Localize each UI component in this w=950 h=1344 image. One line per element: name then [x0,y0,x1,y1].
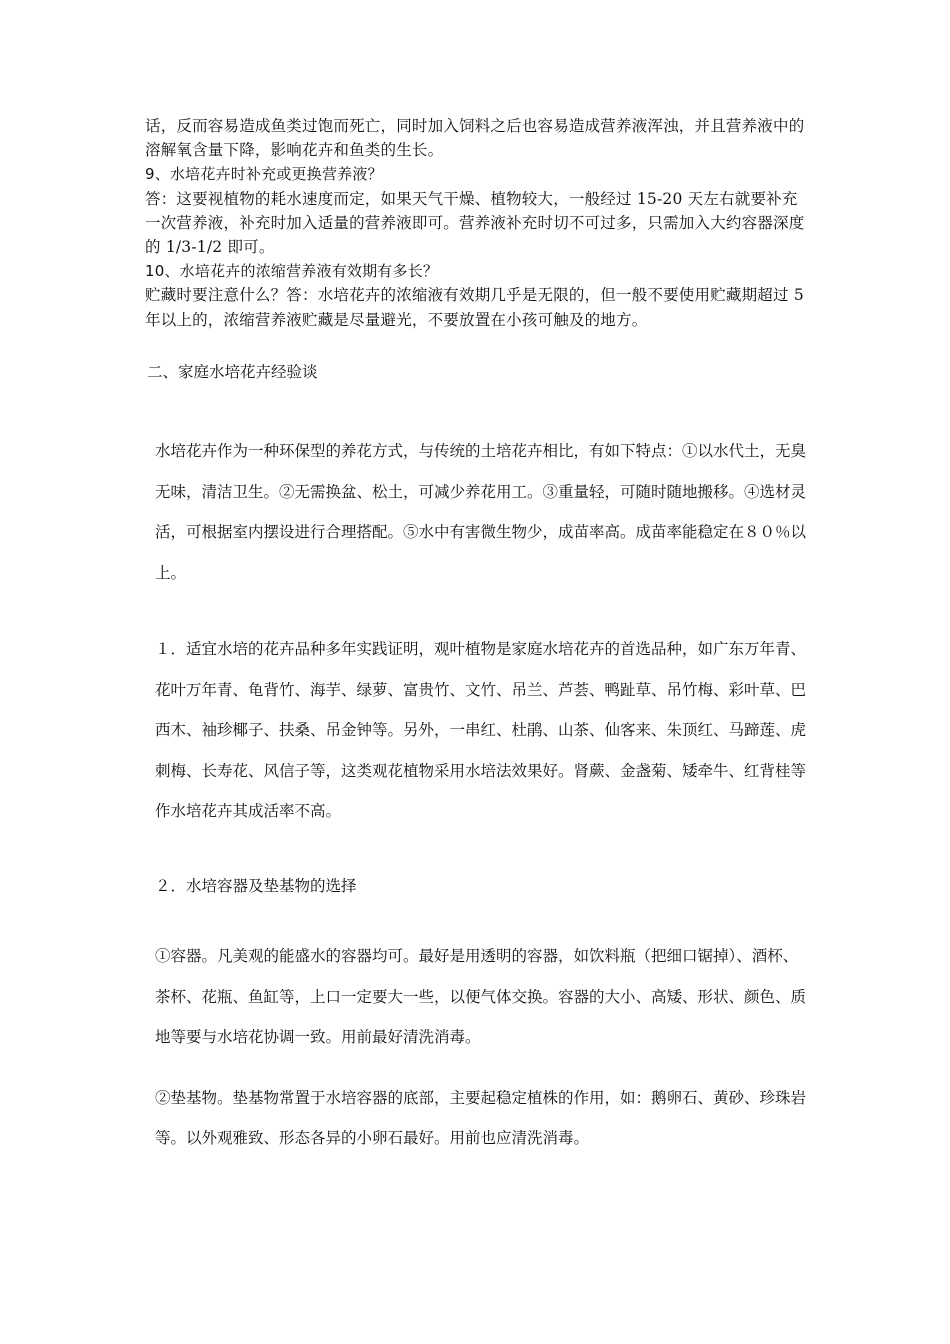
question-9: 9、水培花卉时补充或更换营养液？ [145,165,383,184]
answer-10: 贮藏时要注意什么？答：水培花卉的浓缩液有效期几乎是无限的，但一般不要使用贮藏期超过 5 年以上的，浓缩营养液贮藏是尽量避光，不要放置在小孩可触及的地方。 [145,286,804,329]
section-heading: 二、家庭水培花卉经验谈 [147,363,318,381]
container-subheading: ２．水培容器及垫基物的选择 [155,876,357,895]
container-paragraph: ①容器。凡美观的能盛水的容器均可。最好是用透明的容器，如饮料瓶（把细口锯掉）、酒杯、茶杯、花瓶、鱼缸等，上口一定要大一些，以便气体交换。容器的大小、高矮、形状、颜色、质地等要与水培花协调一致。用前最好清洗消毒。 [155,947,807,1046]
qa-section [145,114,813,332]
species-paragraph: １．适宜水培的花卉品种多年实践证明，观叶植物是家庭水培花卉的首选品种，如广东万年青、花叶万年青、龟背竹、海芋、绿萝、富贵竹、文竹、吊兰、芦荟、鸭趾草、吊竹梅、彩叶草、巴西木、袖珍椰子、扶桑、吊金钟等。另外，一串红、杜鹃、山茶、仙客来、朱顶红、马蹄莲、虎刺梅、长寿花、风信子等，这类观花植物采用水培法效果好。肾蕨、金盏菊、矮牵牛、红背桂等作水培花卉其成活率不高。 [155,640,807,820]
previous-answer-continuation: 话，反而容易造成鱼类过饱而死亡，同时加入饲料之后也容易造成营养液浑浊，并且营养液中的溶解氧含量下降，影响花卉和鱼类的生长。 [145,117,805,160]
question-10: 10、水培花卉的浓缩营养液有效期有多长？ [145,262,439,281]
experience-section [145,360,813,1159]
substrate-paragraph: ②垫基物。垫基物常置于水培容器的底部，主要起稳定植株的作用，如：鹅卵石、黄砂、珍珠岩等。以外观雅致、形态各异的小卵石最好。用前也应清洗消毒。 [155,1088,807,1147]
intro-paragraph: 水培花卉作为一种环保型的养花方式，与传统的土培花卉相比，有如下特点：①以水代土，无臭无味，清洁卫生。②无需换盆、松土，可减少养花用工。③重量轻，可随时随地搬移。④选材灵活，可根据室内摆设进行合理搭配。⑤水中有害微生物少，成苗率高。成苗率能稳定在８０％以上。 [155,442,807,582]
answer-9: 答：这要视植物的耗水速度而定，如果天气干燥、植物较大，一般经过 15-20 天左右就要补充一次营养液，补充时加入适量的营养液即可。营养液补充时切不可过多，只需加入大约容器深度的 1/3-1/2 即可。 [145,189,805,257]
